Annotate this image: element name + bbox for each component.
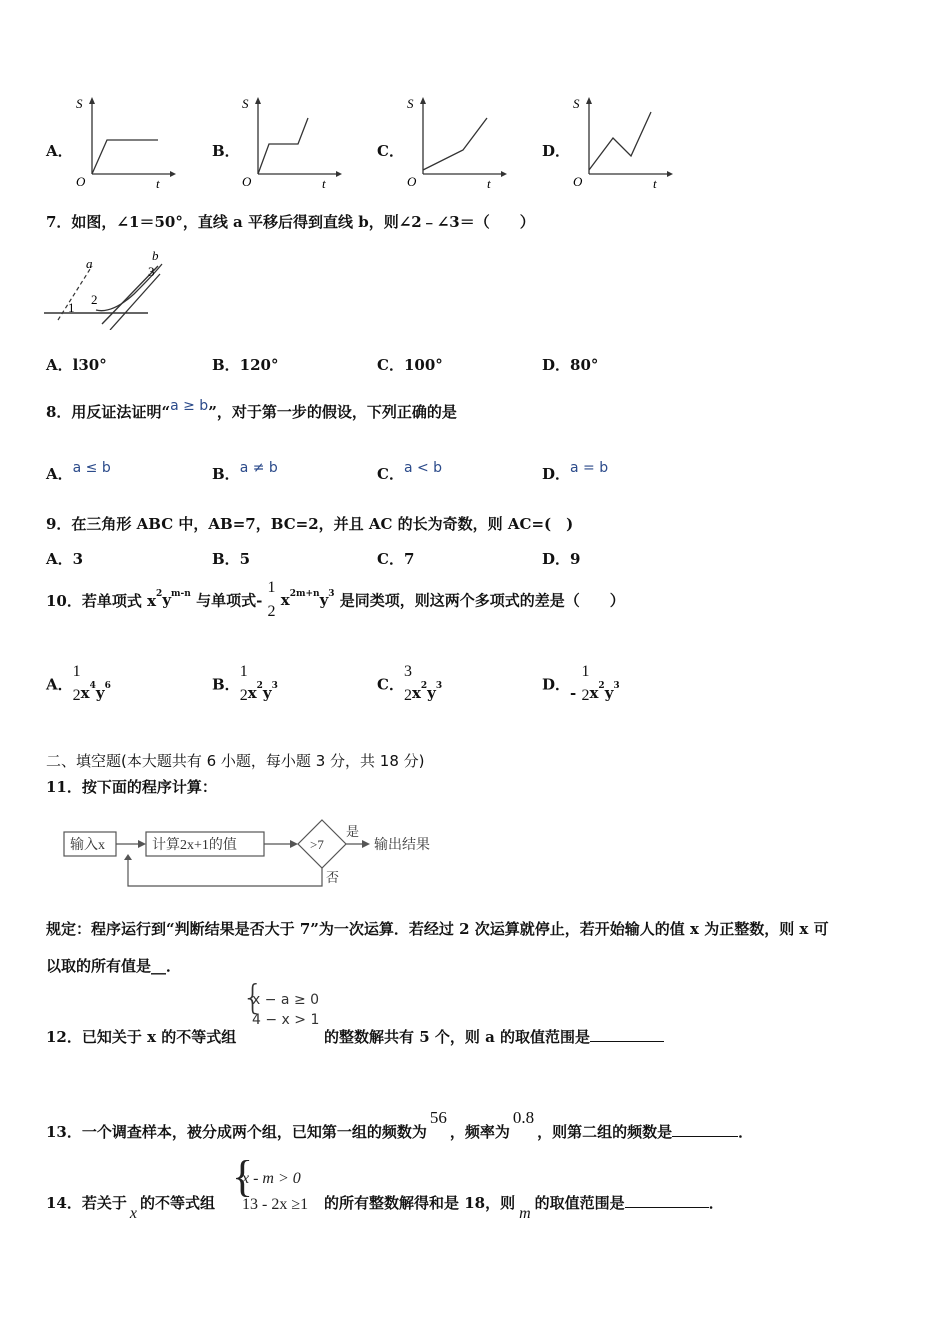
q7-fig-label-b: b [152, 248, 159, 263]
q14-end: ． [708, 1194, 724, 1212]
q9-option-a: A．3 [46, 550, 84, 568]
q6-option-c-label: C． [377, 142, 404, 160]
q14-stem-b [324, 1192, 724, 1222]
q9-option-c: C．7 [377, 550, 415, 568]
graph-c-origin-label: O [407, 174, 417, 189]
q10-option-d-var2: y [604, 684, 614, 702]
q14-brace: { [232, 1152, 254, 1201]
q14-var-m: m [519, 1205, 531, 1222]
q10-stem-post: 是同类项，则这两个多项式的差是（ ） [334, 591, 625, 610]
q13-end: ． [738, 1123, 754, 1141]
q14-stem-mid2: 的所有整数解得和是 18，则 [324, 1194, 516, 1212]
q7-option-a: A．l30° [46, 356, 107, 374]
q10-option-a-den: 2 [72, 687, 81, 704]
q13-stem-pre: 13．一个调查样本，被分成两个组，已知第一组的频数为 [46, 1123, 427, 1141]
q10-option-b-var2: y [262, 684, 272, 702]
q10-option-a-label: A． [46, 675, 73, 694]
q10-option-c-e2: 3 [435, 681, 443, 691]
q10-option-b-frac [240, 664, 248, 704]
q9-option-b: B．5 [212, 550, 251, 568]
q14-stem-pre: 14．若关于 [46, 1194, 127, 1212]
q12-ineq1: x − a ≥ 0 [252, 992, 320, 1008]
q10-option-c-var1: x [411, 684, 421, 702]
q7-option-b: B．120° [212, 356, 279, 374]
q8-stem-math: a ≥ b [170, 398, 209, 414]
graph-c [401, 94, 511, 194]
graph-c-t-label: t [487, 176, 491, 191]
q7-fig-label-a: a [86, 256, 93, 271]
q10-option-c-den: 2 [403, 687, 412, 704]
q8-option-c [377, 460, 443, 484]
q13-stem-post: ，则第二组的频数是 [537, 1123, 673, 1141]
q10-option-b [212, 664, 278, 704]
q10-option-a-e1: 4 [89, 681, 96, 691]
q10-option-c-frac [404, 664, 412, 704]
q10-option-d-e1: 2 [598, 681, 605, 691]
q10-option-a-num: 1 [72, 663, 81, 680]
graph-b [236, 94, 346, 194]
q8-option-c-label: C． [377, 465, 404, 483]
q10-sup3: 2m+n [289, 589, 320, 599]
q14-stem-mid: 的不等式组 [139, 1194, 215, 1212]
q11-stem: 11．按下面的程序计算： [46, 778, 217, 796]
q12-answer-blank[interactable] [590, 1041, 664, 1042]
q10-option-b-label: B． [212, 675, 240, 694]
graph-d-t-label: t [653, 176, 657, 191]
q10-option-b-e1: 2 [256, 681, 263, 691]
q8-stem [46, 398, 457, 422]
flow-compute-text: 计算2x+1的值 [152, 838, 237, 853]
q10-option-d-sign: - [570, 684, 582, 702]
q8-option-a-math: a ≤ b [72, 460, 111, 476]
q6-option-a-label: A． [46, 142, 73, 160]
q10-option-d [542, 664, 620, 704]
graph-b-origin-label: O [242, 174, 252, 189]
q10-option-c-label: C． [377, 675, 404, 694]
q8-option-d [542, 460, 609, 484]
q8-option-b-math: a ≠ b [239, 460, 278, 476]
graph-d [567, 94, 677, 194]
q10-option-c-e1: 2 [420, 681, 428, 691]
q7-fig-label-2: 2 [91, 292, 98, 307]
q10-mid3: x [275, 591, 290, 609]
q10-mid4: y [319, 591, 329, 609]
q14-ineq2: 13 - 2x ≥1 [242, 1196, 309, 1213]
flow-yes-label: 是 [346, 824, 360, 839]
q11-rule-line2: 以取的所有值是__． [46, 957, 182, 975]
graph-a [70, 94, 180, 194]
q10-option-b-num: 1 [239, 663, 248, 680]
q7-fig-label-1: 1 [68, 300, 75, 315]
graph-b-t-label: t [322, 176, 326, 191]
q10-option-b-e2: 3 [271, 681, 278, 691]
q14-var-x: x [129, 1205, 137, 1222]
q14-stem-a [46, 1192, 215, 1222]
q10-option-a-var1: x [80, 684, 90, 702]
graph-d-origin-label: O [573, 174, 583, 189]
q10-option-a-e2: 6 [104, 681, 111, 691]
q10-stem [46, 580, 625, 620]
q13-stem [46, 1108, 754, 1142]
q9-stem: 9．在三角形 ABC 中，AB=7，BC=2，并且 AC 的长为奇数，则 AC=( ) [46, 515, 574, 533]
q12-ineq2: 4 − x > 1 [252, 1012, 320, 1028]
q10-option-c [377, 664, 442, 704]
q10-option-d-den: 2 [581, 687, 590, 704]
flow-no-label: 否 [326, 870, 340, 885]
q7-figure [44, 246, 174, 330]
graph-c-s-label: S [407, 96, 414, 111]
q10-option-d-label: D． [542, 675, 571, 694]
q8-option-d-math: a = b [570, 460, 609, 476]
q6-option-b-label: B． [212, 142, 240, 160]
q10-option-d-num: 1 [581, 663, 590, 680]
q14-stem-post: 的取值范围是 [534, 1194, 625, 1212]
q14-answer-blank[interactable] [625, 1207, 709, 1208]
q8-option-b [212, 460, 278, 484]
q10-frac-den: 2 [267, 603, 276, 620]
q8-option-a [46, 460, 111, 484]
q8-option-d-label: D． [542, 465, 571, 483]
q12-system [242, 978, 320, 1030]
q10-fraction [268, 580, 276, 620]
q10-option-d-var1: x [589, 684, 599, 702]
q10-mid1: y [162, 591, 172, 609]
q14-ineq1: x - m > 0 [242, 1170, 301, 1187]
q10-option-b-den: 2 [239, 687, 248, 704]
graph-a-t-label: t [156, 176, 160, 191]
q11-rule-line1: 规定：程序运行到“判断结果是否大于 7”为一次运算．若经过 2 次运算就停止，若开始输人的值 x 为正整数，则 x 可 [46, 920, 829, 938]
q7-stem: 7．如图，∠1＝50°，直线 a 平移后得到直线 b，则∠2﹣∠3＝（ ） [46, 213, 535, 231]
graph-b-s-label: S [242, 96, 249, 111]
q7-fig-label-3: 3 [148, 264, 155, 279]
q8-stem-post: ”，对于第一步的假设，下列正确的是 [208, 403, 457, 421]
q12-brace: { [242, 978, 264, 1018]
q10-option-a [46, 664, 111, 704]
section2-title: 二、填空题(本大题共有 6 小题，每小题 3 分，共 18 分) [46, 752, 425, 770]
q8-option-c-math: a < b [403, 460, 443, 476]
graph-d-s-label: S [573, 96, 580, 111]
q11-flowchart [60, 818, 460, 892]
q10-sup4: 3 [328, 589, 335, 599]
q12-stem-post-wrap [324, 1026, 664, 1047]
graph-a-s-label: S [76, 96, 83, 111]
q10-option-a-frac [73, 664, 81, 704]
q10-mid2: 与单项式- [190, 591, 268, 610]
q12-stem-post: 的整数解共有 5 个，则 a 的取值范围是 [324, 1028, 591, 1046]
q13-rate: 0.8 [512, 1108, 535, 1127]
q13-stem-mid: ，频率为 [449, 1123, 510, 1141]
q10-option-d-e2: 3 [613, 681, 620, 691]
q9-option-d: D．9 [542, 550, 581, 568]
q10-option-a-var2: y [95, 684, 105, 702]
q13-answer-blank[interactable] [672, 1136, 738, 1137]
q10-frac-num: 1 [267, 579, 276, 596]
flow-input-text: 输入x [70, 838, 105, 853]
q8-option-b-label: B． [212, 465, 240, 483]
q8-option-a-label: A． [46, 465, 73, 483]
q10-option-c-var2: y [427, 684, 436, 702]
graph-a-origin-label: O [76, 174, 86, 189]
q10-sup1: 2 [156, 589, 163, 599]
q6-option-d-label: D． [542, 142, 571, 160]
flow-condition-text: >7 [310, 837, 324, 852]
flow-output-text: 输出结果 [374, 838, 430, 853]
q7-option-c: C．100° [377, 356, 443, 374]
q8-stem-pre: 8．用反证法证明“ [46, 403, 171, 421]
q10-sup2: m-n [171, 589, 191, 599]
q10-option-b-var1: x [247, 684, 257, 702]
q12-stem-pre: 12．已知关于 x 的不等式组 [46, 1028, 237, 1046]
q14-system [232, 1152, 309, 1218]
q13-freq: 56 [429, 1108, 447, 1127]
q10-stem-pre: 10．若单项式 x [46, 591, 157, 610]
q7-option-d: D．80° [542, 356, 599, 374]
q10-option-c-num: 3 [403, 663, 412, 680]
